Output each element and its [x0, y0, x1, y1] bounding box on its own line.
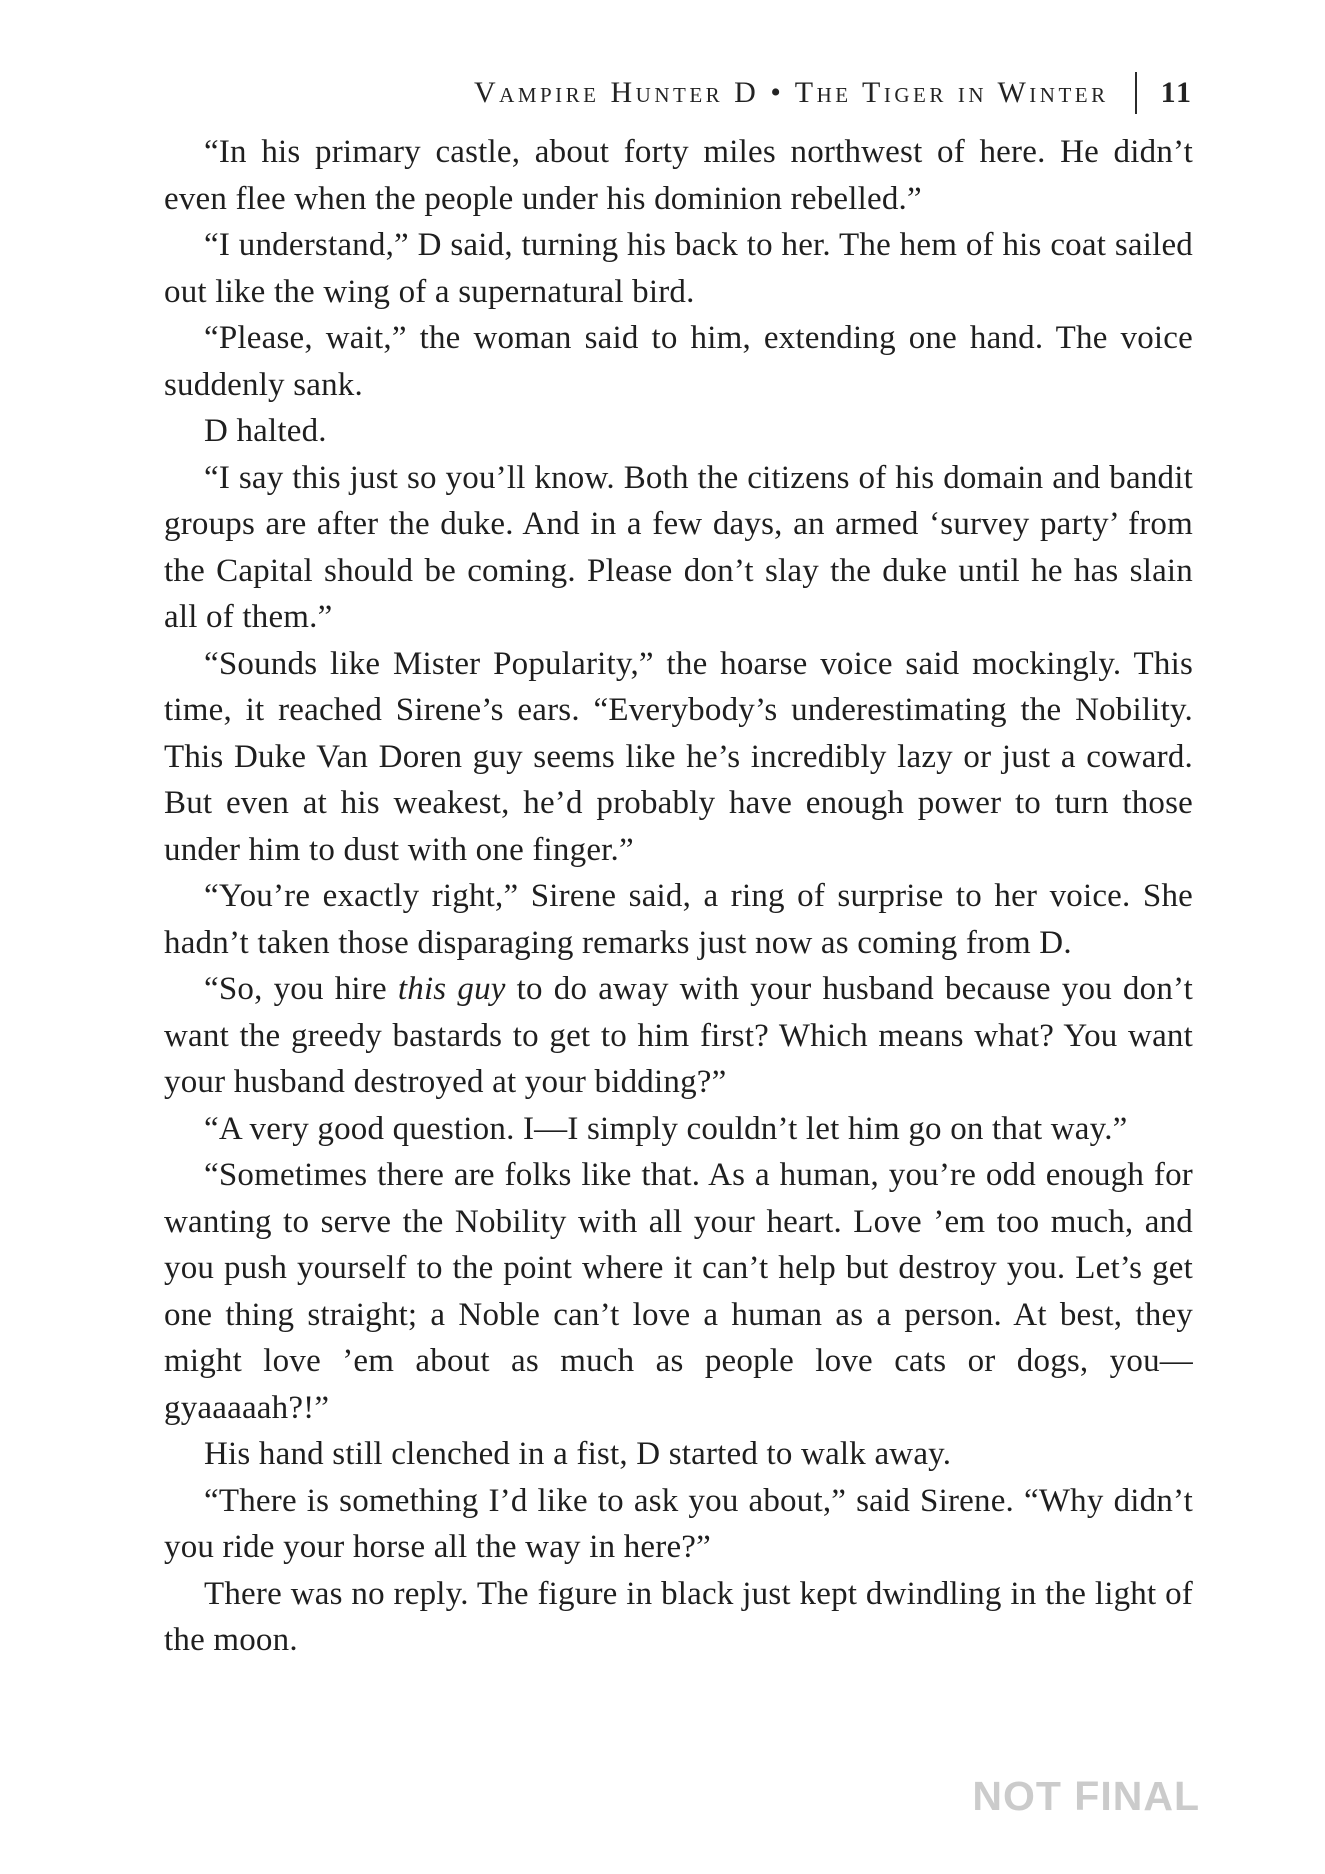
running-header-title: Vampire Hunter D • The Tiger in Winter [473, 76, 1109, 109]
text-segment: There was no reply. The figure in black just kept dwindling in the light of the moon. [164, 1575, 1193, 1658]
paragraph [164, 1152, 1193, 1431]
paragraph [164, 1571, 1193, 1664]
text-segment: His hand still clenched in a fist, D started to walk away. [204, 1436, 952, 1472]
paragraph [164, 641, 1193, 874]
text-segment: “I say this just so you’ll know. Both the citizens of his domain and bandit groups are after the duke. And in a few days, an armed ‘survey party’ from the Capital should be coming. Please don’t slay the duke until he has slain all of them.” [164, 459, 1193, 635]
paragraph [164, 873, 1193, 966]
text-segment: “There is something I’d like to ask you about,” said Sirene. “Why didn’t you ride your horse all the way in here?” [164, 1482, 1193, 1565]
paragraph [164, 966, 1193, 1106]
not-final-watermark: NOT FINAL [972, 1773, 1200, 1819]
paragraph [164, 1106, 1193, 1153]
text-segment: this guy [397, 971, 506, 1007]
paragraph [164, 1431, 1193, 1478]
text-segment: “Sometimes there are folks like that. As a human, you’re odd enough for wanting to serve the Nobility with all your heart. Love ’em too much, and you push yourself to the point where it can’t help but destroy you. Let’s get one thing straight; a Noble can’t love a human as a person. At best, they might love ’em about as much as people love cats or dogs, you—gyaaaaah?!” [164, 1157, 1193, 1426]
header-divider [1135, 72, 1137, 114]
paragraph [164, 129, 1193, 222]
text-segment: “Please, wait,” the woman said to him, extending one hand. The voice suddenly sank. [164, 320, 1193, 403]
text-segment: “So, you hire [204, 971, 398, 1007]
paragraph [164, 408, 1193, 455]
paragraph [164, 315, 1193, 408]
text-segment: “You’re exactly right,” Sirene said, a ring of surprise to her voice. She hadn’t taken those disparaging remarks just now as coming from D. [164, 878, 1193, 961]
paragraph [164, 1478, 1193, 1571]
paragraph [164, 222, 1193, 315]
text-segment: “Sounds like Mister Popularity,” the hoarse voice said mockingly. This time, it reached Sirene’s ears. “Everybody’s underestimating the Nobility. This Duke Van Doren guy seems like he’s incredibly lazy or just a coward. But even at his weakest, he’d probably have enough power to turn those under him to dust with one finger.” [164, 645, 1193, 868]
page-number: 11 [1160, 76, 1193, 109]
text-segment: “In his primary castle, about forty miles northwest of here. He didn’t even flee when the people under his dominion rebelled.” [164, 134, 1193, 217]
text-segment: to do away with your husband because you don’t want the greedy bastards to get to him first? Which means what? You want your husband destroyed at your bidding?” [164, 971, 1193, 1100]
text-segment: D halted. [204, 413, 327, 449]
page-body [164, 129, 1193, 1664]
text-segment: “A very good question. I—I simply couldn’t let him go on that way.” [204, 1110, 1128, 1147]
running-header [164, 72, 1193, 114]
paragraph [164, 455, 1193, 641]
text-segment: “I understand,” D said, turning his back to her. The hem of his coat sailed out like the wing of a supernatural bird. [164, 227, 1193, 310]
